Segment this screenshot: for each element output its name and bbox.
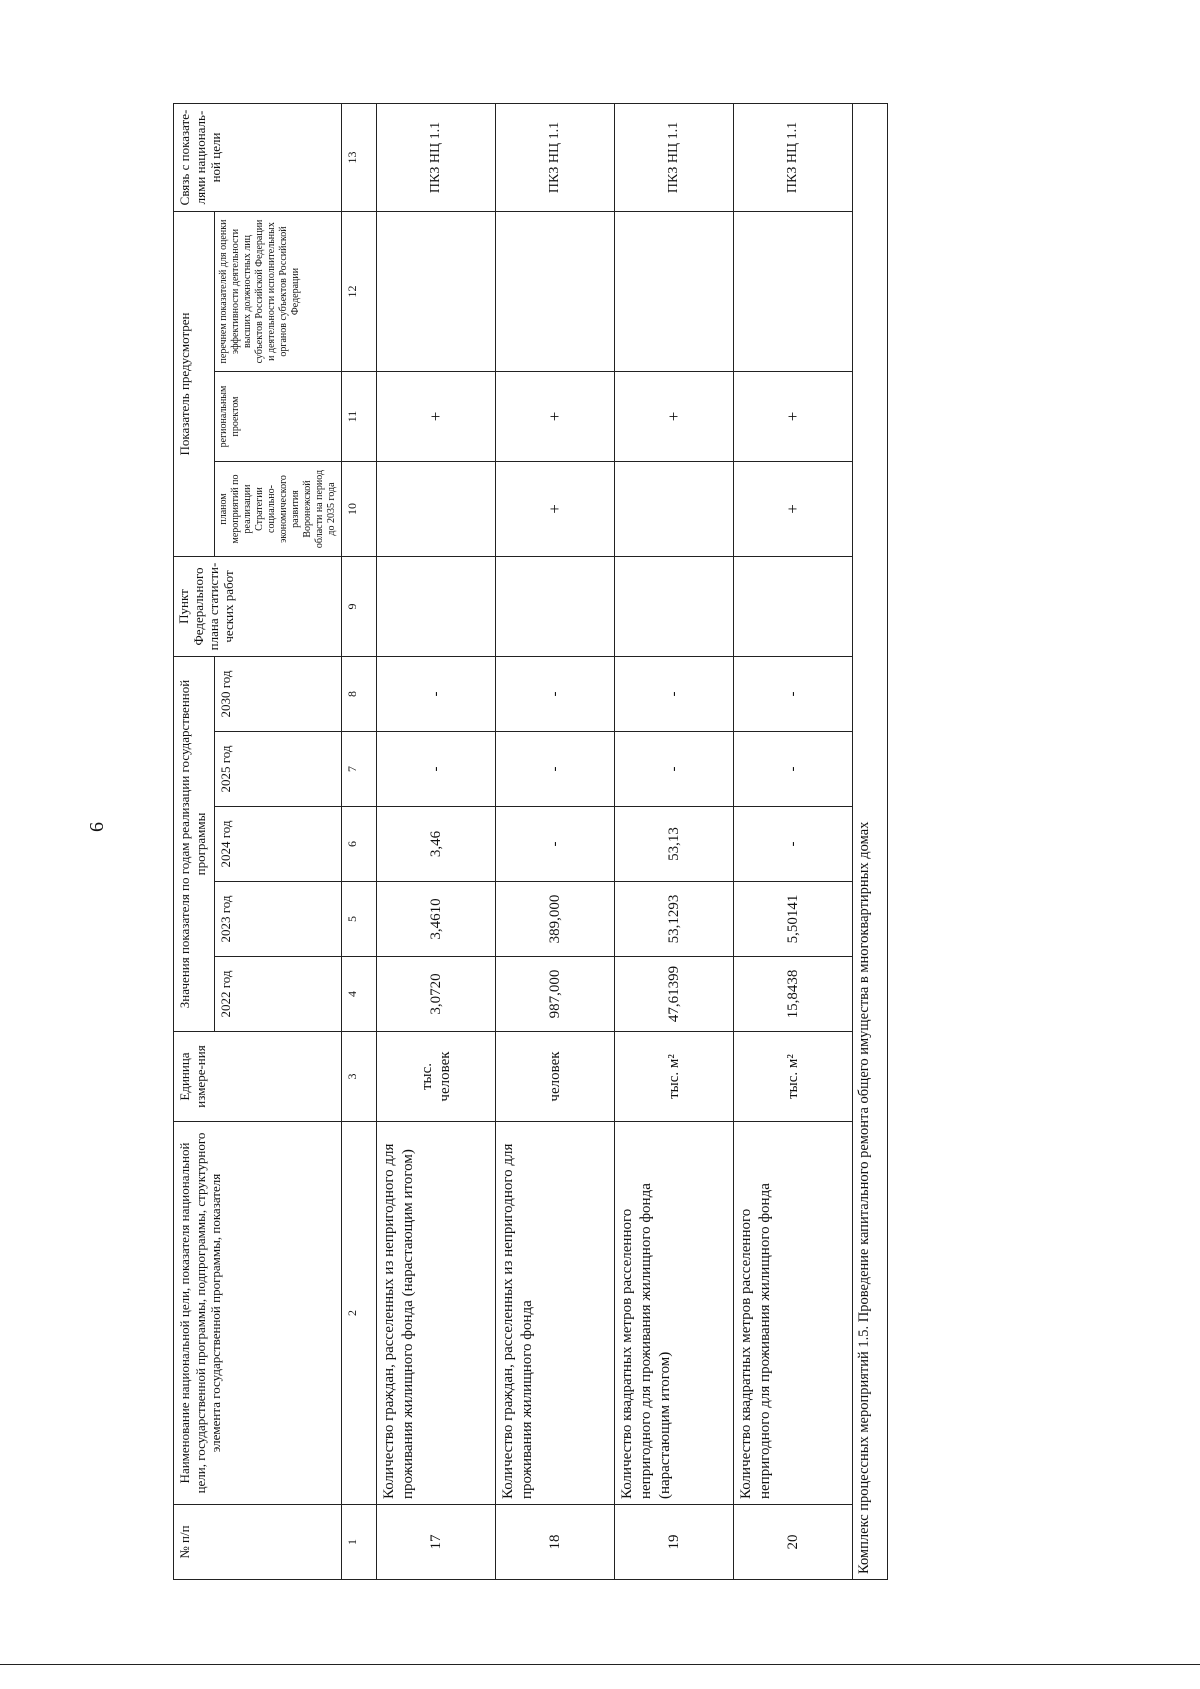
value-2024: 53,13 <box>615 807 734 882</box>
value-2025: - <box>615 732 734 807</box>
indicator-name: Количество граждан, расселенных из непригодного для проживания жилищного фонда <box>496 1122 615 1505</box>
column-number: 2 <box>342 1122 377 1505</box>
national-link-cell: ПКЗ НЦ 1.1 <box>615 104 734 212</box>
header-year-2023: 2023 год <box>215 882 342 957</box>
indicator-name: Количество граждан, расселенных из непригодного для проживания жилищного фонда (нарастающим итогом) <box>377 1122 496 1505</box>
value-2030: - <box>734 657 853 732</box>
regional-project-cell: + <box>734 372 853 462</box>
evaluation-list-cell <box>377 212 496 372</box>
column-number: 3 <box>342 1032 377 1122</box>
evaluation-list-cell <box>734 212 853 372</box>
header-regional-project: региональным проектом <box>215 372 342 462</box>
value-2030: - <box>377 657 496 732</box>
section-row <box>853 104 888 1580</box>
national-link-cell: ПКЗ НЦ 1.1 <box>734 104 853 212</box>
indicators-table <box>173 103 888 1580</box>
header-strategy-plan: планом мероприятий по реализации Стратегии социально-экономического развития Воронежской области на период до 2035 года <box>215 462 342 557</box>
value-2025: - <box>734 732 853 807</box>
header-values-group: Значения показателя по годам реализации государственной программы <box>174 657 215 1032</box>
value-2023: 5,50141 <box>734 882 853 957</box>
strategy-plan-cell: + <box>496 462 615 557</box>
page-number: 6 <box>86 822 108 832</box>
column-number: 11 <box>342 372 377 462</box>
row-number: 18 <box>496 1505 615 1580</box>
rotated-table-container <box>173 104 1076 1580</box>
header-year-2024: 2024 год <box>215 807 342 882</box>
strategy-plan-cell <box>377 462 496 557</box>
value-2023: 53,1293 <box>615 882 734 957</box>
value-2022: 3,0720 <box>377 957 496 1032</box>
row-number: 19 <box>615 1505 734 1580</box>
value-2025: - <box>496 732 615 807</box>
row-number: 20 <box>734 1505 853 1580</box>
unit-cell: тыс. м² <box>615 1032 734 1122</box>
header-name: Наименование национальной цели, показателя национальной цели, государственной программы, подпрограммы, структурного элемента государственной программы, показателя <box>174 1122 342 1505</box>
federal-plan-cell <box>615 557 734 657</box>
national-link-cell: ПКЗ НЦ 1.1 <box>377 104 496 212</box>
value-2024: - <box>496 807 615 882</box>
section-title: Комплекс процессных мероприятий 1.5. Проведение капитального ремонта общего имущества в многоквартирных домах <box>853 104 888 1580</box>
value-2024: 3,46 <box>377 807 496 882</box>
column-number: 6 <box>342 807 377 882</box>
regional-project-cell: + <box>377 372 496 462</box>
table-row <box>496 104 615 1580</box>
unit-cell: тыс. человек <box>377 1032 496 1122</box>
value-2025: - <box>377 732 496 807</box>
column-number: 5 <box>342 882 377 957</box>
table-row <box>734 104 853 1580</box>
value-2024: - <box>734 807 853 882</box>
header-provided-group: Показатель предусмотрен <box>174 212 215 557</box>
table-row <box>377 104 496 1580</box>
evaluation-list-cell <box>496 212 615 372</box>
row-number: 17 <box>377 1505 496 1580</box>
header-num: № п/п <box>174 1505 342 1580</box>
value-2030: - <box>615 657 734 732</box>
column-number: 7 <box>342 732 377 807</box>
value-2022: 15,8438 <box>734 957 853 1032</box>
indicator-name: Количество квадратных метров расселенного непригодного для проживания жилищного фонда (нарастающим итогом) <box>615 1122 734 1505</box>
value-2022: 47,61399 <box>615 957 734 1032</box>
column-number: 4 <box>342 957 377 1032</box>
header-unit: Единица измере-ния <box>174 1032 342 1122</box>
evaluation-list-cell <box>615 212 734 372</box>
regional-project-cell: + <box>496 372 615 462</box>
header-year-2022: 2022 год <box>215 957 342 1032</box>
value-2030: - <box>496 657 615 732</box>
column-number: 8 <box>342 657 377 732</box>
column-number: 10 <box>342 462 377 557</box>
unit-cell: тыс. м² <box>734 1032 853 1122</box>
value-2023: 3,4610 <box>377 882 496 957</box>
strategy-plan-cell <box>615 462 734 557</box>
header-year-2025: 2025 год <box>215 732 342 807</box>
column-number-row <box>342 104 377 1580</box>
value-2022: 987,000 <box>496 957 615 1032</box>
header-national-link: Связь с показате-лями националь-ной цели <box>174 104 342 212</box>
unit-cell: человек <box>496 1032 615 1122</box>
indicator-name: Количество квадратных метров расселенного непригодного для проживания жилищного фонда <box>734 1122 853 1505</box>
header-evaluation-list: перечнем показателей для оценки эффективности деятельности высших должностных лиц субъектов Российской Федерации и деятельности исполнительных органов субъектов Российской Федерации <box>215 212 342 372</box>
national-link-cell: ПКЗ НЦ 1.1 <box>496 104 615 212</box>
column-number: 1 <box>342 1505 377 1580</box>
regional-project-cell: + <box>615 372 734 462</box>
header-year-2030: 2030 год <box>215 657 342 732</box>
value-2023: 389,000 <box>496 882 615 957</box>
federal-plan-cell <box>734 557 853 657</box>
table-row <box>615 104 734 1580</box>
column-number: 9 <box>342 557 377 657</box>
header-federal-plan: Пункт Федерального плана статисти-ческих работ <box>174 557 342 657</box>
column-number: 13 <box>342 104 377 212</box>
column-number: 12 <box>342 212 377 372</box>
federal-plan-cell <box>377 557 496 657</box>
bottom-rule <box>0 1664 1200 1665</box>
strategy-plan-cell: + <box>734 462 853 557</box>
federal-plan-cell <box>496 557 615 657</box>
